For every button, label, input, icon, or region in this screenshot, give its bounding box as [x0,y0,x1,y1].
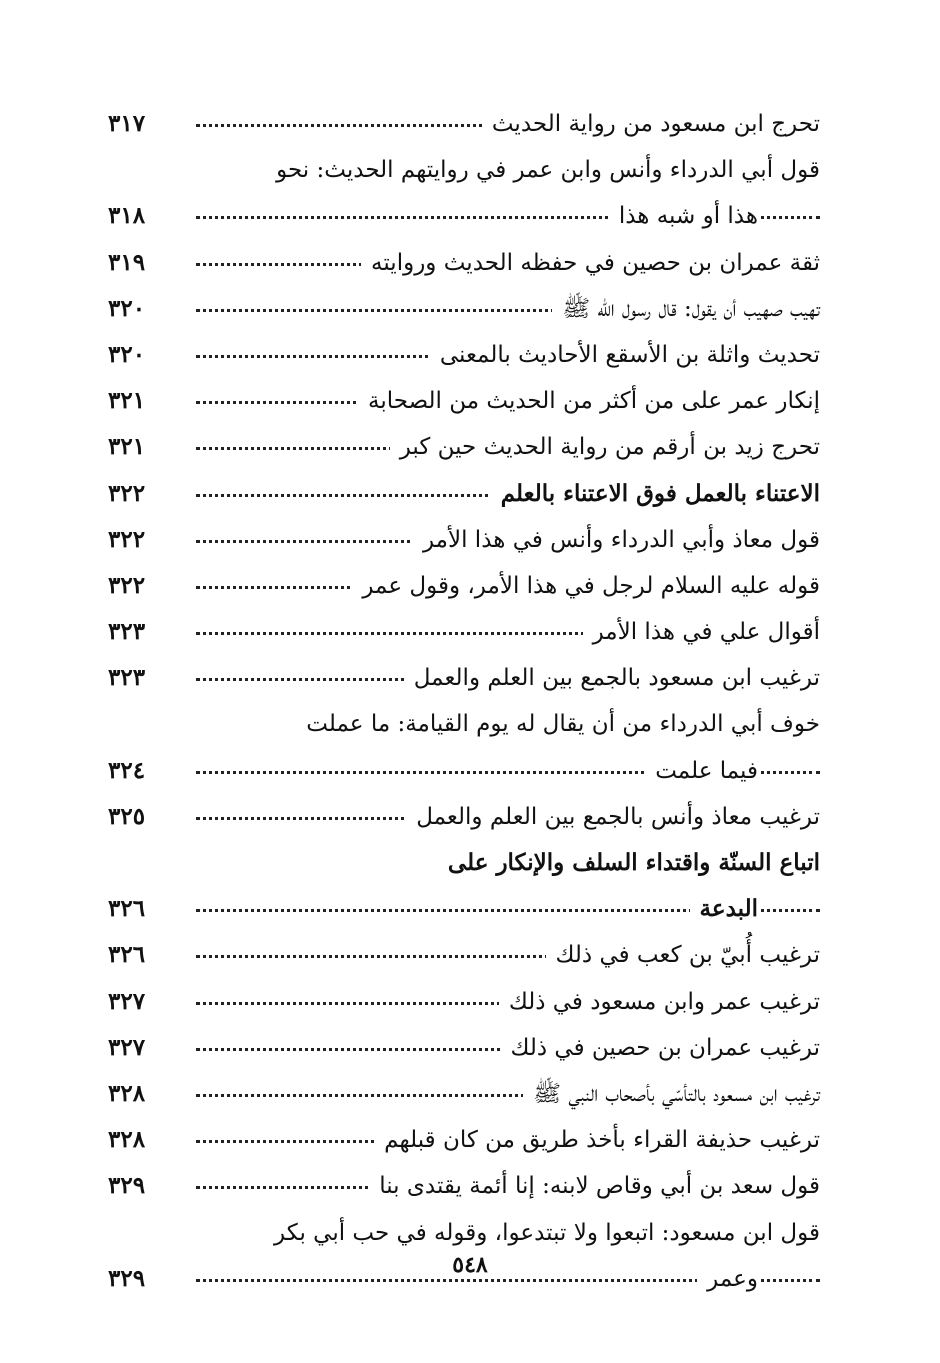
toc-entry [108,1072,820,1118]
toc-entry-page: ٣١٨ [108,202,146,230]
toc-entry-title: ترغيب عمر وابن مسعود في ذلك [499,984,820,1020]
toc-entry-title: فيما علمت [645,753,758,789]
toc-entry-page: ٣٢٨ [108,1126,146,1154]
toc-entry [108,1118,820,1164]
toc-entry [108,564,820,610]
toc-entry-title: قول سعد بن أبي وقاص لابنه: إنا أئمة يقتدى بنا [369,1168,820,1204]
toc-entry-page: ٣٢٣ [108,664,146,692]
toc-entry-title: اتباع السنّة واقتداء السلف والإنكار على [438,845,820,881]
toc-entry-page: ٣٢٥ [108,802,146,830]
toc-entry [108,702,820,748]
toc-entry-title: تحرج زيد بن أرقم من رواية الحديث حين كبر [390,429,820,465]
toc-entry-title: البدعة [690,891,758,927]
toc-entry-page: ٣٢٩ [108,1172,146,1200]
toc-entry-title: خوف أبي الدرداء من أن يقال له يوم القيامة: ما عملت [296,706,820,742]
toc-entry [108,102,820,148]
toc-entry-page: ٣٢٢ [108,525,146,553]
toc-section-heading [108,472,820,518]
toc-entry-title: الاعتناء بالعمل فوق الاعتناء بالعلم [491,476,820,512]
toc-entry-page: ٣٢٠ [108,340,146,368]
toc-entry-page: ٣٢٧ [108,987,146,1015]
toc-entry [108,933,820,979]
toc-entry-page: ٣٢٩ [108,1264,146,1292]
toc-entry-page: ٣٢١ [108,433,146,461]
toc-entry-title: ترغيب معاذ وأنس بالجمع بين العلم والعمل [406,799,820,835]
toc-entry-page: ٣١٩ [108,248,146,276]
toc-entry-page: ٣٢٠ [108,294,146,322]
toc-entry [108,610,820,656]
toc-entry [108,287,820,333]
page-number: ٥٤٨ [452,1252,488,1278]
toc-entry-page: ٣٢٣ [108,618,146,646]
toc-entry-title: ترغيب ابن مسعود بالجمع بين العلم والعمل [404,660,820,696]
toc-entry-title: تهيب صهيب أن يقول: قال رسول الله ﷺ [552,291,820,327]
toc-entry-page: ٣٢٨ [108,1079,146,1107]
toc-entry-page: ٣٢٢ [108,571,146,599]
toc-entry [108,1026,820,1072]
toc-entry [108,1164,820,1210]
toc-entry-title: قوله عليه السلام لرجل في هذا الأمر، وقول عمر [352,568,820,604]
toc-entry-title: قول ابن مسعود: اتبعوا ولا تبتدعوا، وقوله في حب أبي بكر [264,1215,820,1251]
toc-entry [108,749,820,795]
toc-entry-title: هذا أو شبه هذا [609,198,758,234]
toc-section-heading [108,841,820,887]
toc-entry [108,194,820,240]
toc-entry-title: ترغيب حذيفة القراء بأخذ طريق من كان قبلهم [374,1122,820,1158]
toc-entry-title: تحرج ابن مسعود من رواية الحديث [482,106,820,142]
toc-entry [108,148,820,194]
toc-entry-page: ٣٢٧ [108,1033,146,1061]
toc-entry [108,333,820,379]
toc-entry-title: أقوال علي في هذا الأمر [583,614,820,650]
toc-entry [108,241,820,287]
toc-entry [108,518,820,564]
toc-entry-title: ترغيب أُبيّ بن كعب في ذلك [546,937,821,973]
toc-entry-title: وعمر [697,1261,758,1297]
toc-entry [108,980,820,1026]
toc-entry-page: ٣٢٦ [108,941,146,969]
toc-entry-page: ٣٢٤ [108,756,146,784]
table-of-contents [108,102,820,1303]
toc-entry-title: ترغيب ابن مسعود بالتأسّي بأصحاب النبي ﷺ [523,1076,820,1112]
toc-section-heading [108,887,820,933]
toc-entry-page: ٣٢١ [108,387,146,415]
toc-entry [108,795,820,841]
toc-entry-title: تحديث واثلة بن الأسقع الأحاديث بالمعنى [430,337,820,373]
toc-entry-page: ٣٢٢ [108,479,146,507]
toc-entry [108,1211,820,1257]
toc-entry [108,425,820,471]
toc-entry-title: ثقة عمران بن حصين في حفظه الحديث وروايته [361,245,820,281]
toc-entry-title: ترغيب عمران بن حصين في ذلك [500,1030,820,1066]
toc-entry-title: قول معاذ وأبي الدرداء وأنس في هذا الأمر [413,522,820,558]
toc-entry [108,379,820,425]
toc-entry-title: قول أبي الدرداء وأنس وابن عمر في روايتهم الحديث: نحو [266,152,820,188]
toc-entry-page: ٣١٧ [108,110,146,137]
toc-entry-page: ٣٢٦ [108,895,146,923]
toc-entry-title: إنكار عمر على من أكثر من الحديث من الصحابة [358,383,820,419]
toc-entry [108,656,820,702]
